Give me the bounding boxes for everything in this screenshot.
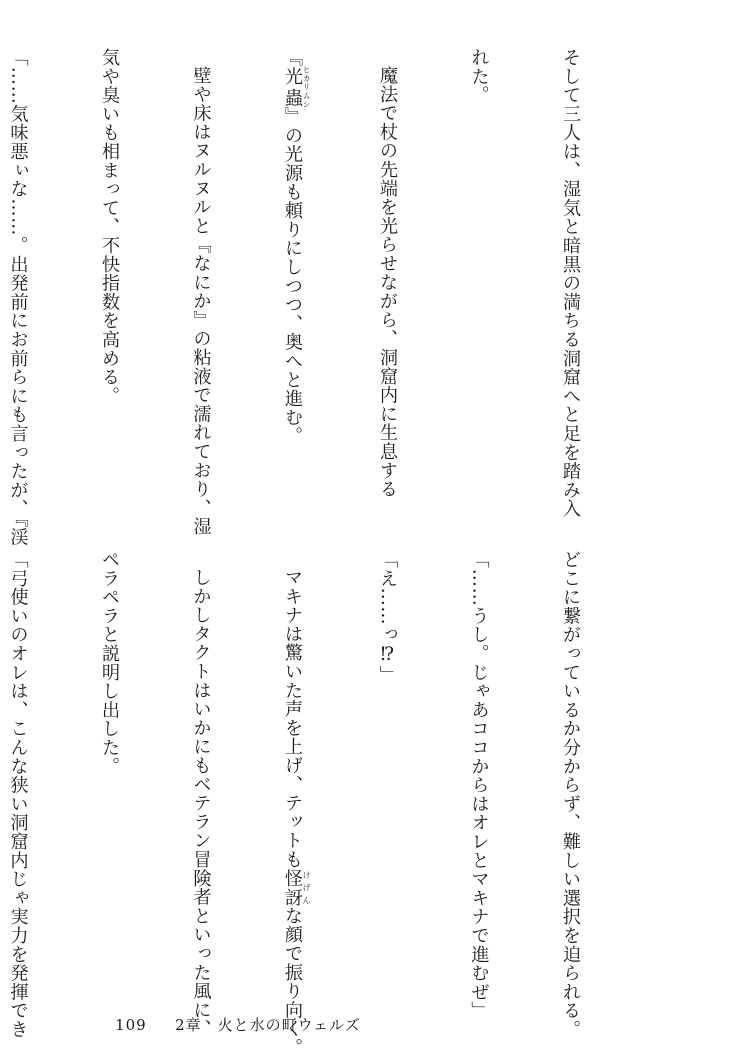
ruby-annotation: 光蟲 ヒカリムシ xyxy=(282,65,311,109)
text-line: 「……気味悪ぃな……。出発前にお前らにも言ったが、『渓 xyxy=(7,48,29,547)
text-line: 壁や床はヌルヌルと『なにか』の粘液で濡れており、湿 xyxy=(190,66,212,537)
text-line: 気や臭いも相まって、不快指数を高める。 xyxy=(99,48,120,406)
text-line: 「……うし。じゃあココからはオレとマキナで進むぜ」 xyxy=(468,550,490,1020)
text-line: れた。 xyxy=(468,48,490,105)
text-line: 『光蟲 ヒカリムシ』の光源も頼りにしつつ、奥へと進む。 xyxy=(282,48,311,446)
text-line: しかしタクトはいかにもベテラン冒険者といった風に、 xyxy=(190,568,212,1039)
text-line: 「え……っ⁉」 xyxy=(377,550,398,685)
chapter-title: 2章 火と水の町ウェルズ xyxy=(175,1016,361,1034)
text-line: そして三人は、湿気と暗黒の満ちる洞窟へと足を踏み入 xyxy=(560,48,581,518)
text-line: ペラペラと説明し出した。 xyxy=(99,550,120,776)
page-footer xyxy=(92,996,361,1053)
text-line: 魔法で杖の先端を光らせながら、洞窟内に生息する xyxy=(377,66,398,499)
text-line: どこに繋がっているか分からず、難しい選択を迫られる。 xyxy=(560,550,581,1039)
text-line: マキナは驚いた声を上げ、テットも怪訝 けげんな顔で振り向く。 xyxy=(282,568,311,1057)
page-number: 109 xyxy=(115,1016,147,1034)
text-line: 「弓使いのオレは、こんな狭い洞窟内じゃ実力を発揮でき xyxy=(7,550,29,1039)
ruby-annotation: 怪訝 けげん xyxy=(282,869,311,907)
text-block-top xyxy=(7,48,646,547)
